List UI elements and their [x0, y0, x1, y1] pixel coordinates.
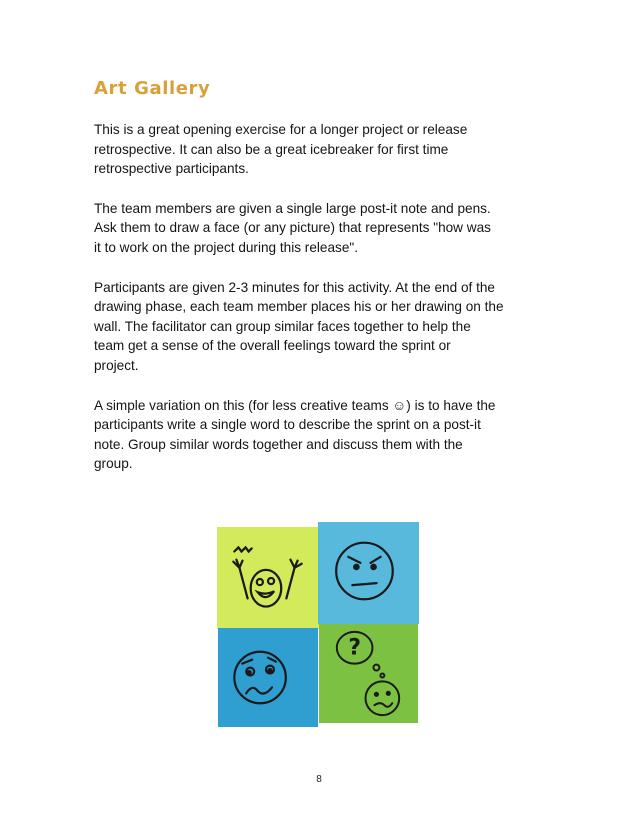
text-line: retrospective participants. — [94, 161, 249, 177]
post-it-note-angry — [318, 522, 419, 624]
page-number: 8 — [316, 774, 322, 785]
post-it-note-confused — [319, 624, 418, 723]
text-line: drawing phase, each team member places his or her drawing on the — [94, 299, 504, 315]
paragraph-activity — [94, 278, 554, 376]
text-line: A simple variation on this (for less creative teams ☺) is to have the — [94, 397, 496, 413]
text-line: note. Group similar words together and discuss them with the — [94, 436, 463, 452]
text-line: it to work on the project during this release". — [94, 239, 358, 255]
text-line: Participants are given 2-3 minutes for this activity. At the end of the — [94, 279, 495, 295]
text-line: participants write a single word to describe the sprint on a post-it — [94, 417, 481, 433]
confused-face-icon — [319, 624, 418, 723]
text-line: project. — [94, 357, 139, 373]
post-it-faces-photo — [217, 522, 419, 727]
excited-face-icon — [217, 527, 319, 629]
text-line: wall. The facilitator can group similar faces together to help the — [94, 318, 471, 334]
paragraph-intro — [94, 120, 554, 179]
body-text — [94, 120, 554, 494]
text-line: The team members are given a single large post-it note and pens. — [94, 200, 491, 216]
post-it-note-worried — [218, 628, 318, 727]
text-line: retrospective. It can also be a great icebreaker for first time — [94, 141, 449, 157]
text-line: group. — [94, 456, 133, 472]
text-line: team get a sense of the overall feelings toward the sprint or — [94, 338, 451, 354]
worried-face-icon — [218, 628, 318, 727]
question-mark-symbol: ? — [348, 635, 361, 661]
paragraph-variation — [94, 396, 554, 474]
text-line: This is a great opening exercise for a longer project or release — [94, 122, 468, 137]
angry-face-icon — [318, 522, 419, 624]
section-heading: Art Gallery — [94, 78, 211, 99]
paragraph-instructions — [94, 199, 554, 258]
text-line: Ask them to draw a face (or any picture) that represents "how was — [94, 220, 491, 236]
post-it-note-excited — [217, 527, 319, 629]
